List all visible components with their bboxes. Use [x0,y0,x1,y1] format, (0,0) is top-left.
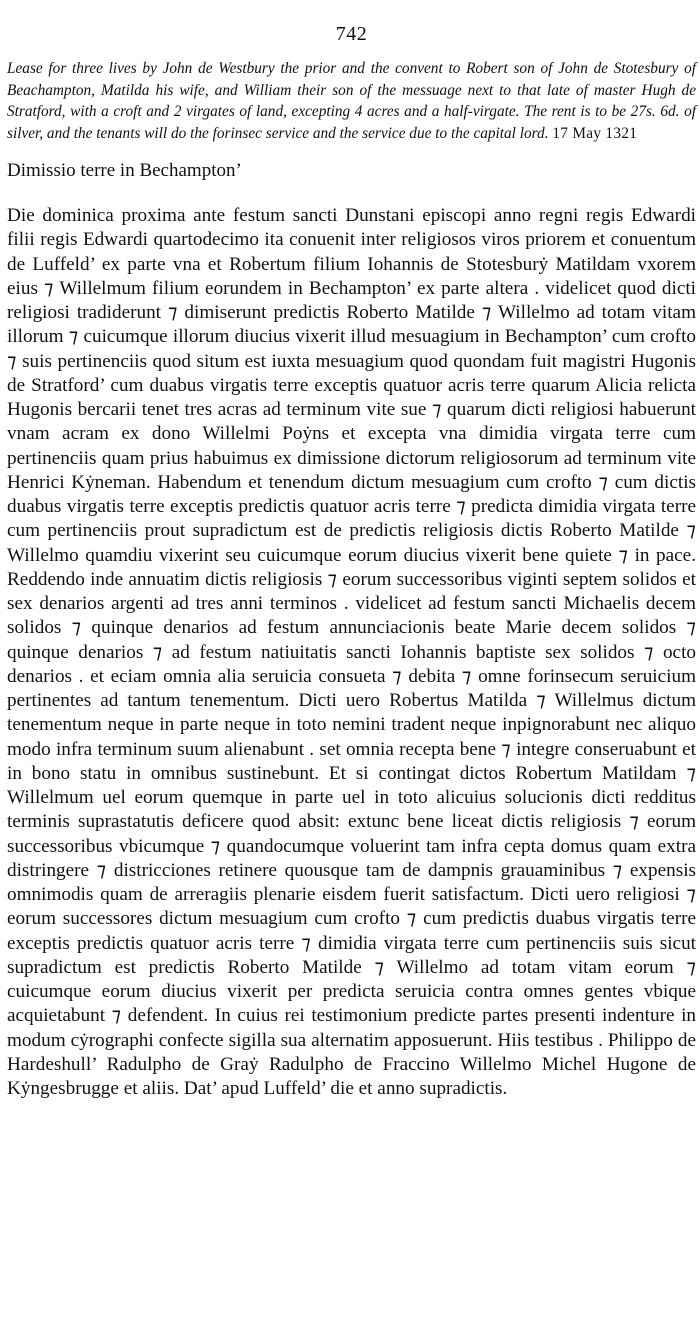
summary-text: Lease for three lives by John de Westbury the prior and the convent to Robert son of John de Stotesbury of Beachampton, Matilda his wife, and William their son of the messuage next to that late of master Hugh de Stratford, with a croft and 2 virgates of land, excepting 4 acres and a half-virgate. The rent is to be 27s. 6d. of silver, and the tenants will do the forinsec service and the service due to the capital lord. [7,60,696,142]
charter-summary [7,58,696,144]
charter-date: 17 May 1321 [552,124,638,142]
page-number: 742 [335,23,368,45]
charter-heading: Dimissio terre in Bechampton’ [7,160,242,181]
charter-body-text: Die dominica proxima ante festum sancti Dunstani episcopi anno regni regis Edwardi filii regis Edwardi quartodecimo ita conuenit inter religiosos viros priorem et conuentum de Luffeld’ ex parte vna et Robertum filium Iohannis de Stotesburẏ Matildam vxorem eius ⁊ Willelmum filium eorundem in Bechampton’ ex parte altera . videlicet quod dicti religiosi tradiderunt ⁊ dimiserunt predictis Roberto Matilde ⁊ Willelmo ad totam vitam illorum ⁊ cuicumque illorum diucius vixerit illud mesuagium in Bechampton’ cum crofto ⁊ suis pertinenciis quod situm est iuxta mesuagium quod quondam fuit magistri Hugonis de Stratford’ cum duabus virgatis terre exceptis quatuor acris terre quarum Alicia relicta Hugonis bercarii tenet tres acras ad terminum vite sue ⁊ quarum dicti religiosi habuerunt vnam acram ex dono Willelmi Poẏns et excepta vna dimidia virgata terre cum pertinenciis quam prius habuimus ex dimissione dictorum religiosorum ad terminum vite Henrici Kẏneman. Habendum et tenendum dictum mesuagium cum crofto ⁊ cum dictis duabus virgatis terre exceptis predictis quatuor acris terre ⁊ predicta dimidia virgata terre cum pertinenciis prout supradictum est de predictis religiosis dictis Roberto Matilde ⁊ Willelmo quamdiu vixerint seu cuicumque eorum diucius vixerit bene quiete ⁊ in pace. Reddendo inde annuatim dictis religiosis ⁊ eorum successoribus viginti septem solidos et sex denarios argenti ad tres anni terminos . videlicet ad festum sancti Michaelis decem solidos ⁊ quinque denarios ad festum annunciacionis beate Marie decem solidos ⁊ quinque denarios ⁊ ad festum natiuitatis sancti Iohannis baptiste sex solidos ⁊ octo denarios . et eciam omnia alia seruicia consueta ⁊ debita ⁊ omne forinsecum seruicium pertinentes ad tantum tenementum. Dicti uero Robertus Matilda ⁊ Willelmus dictum tenementum neque in parte neque in toto nemini tradent neque inpignorabunt nec aliquo modo infra terminum suum alienabunt . set omnia recepta bene ⁊ integre conseruabunt et in bono statu in omnibus sustinebunt. Et si contingat dictos Robertum Matildam ⁊ Willelmum uel eorum quemque in parte uel in toto alicuius solucionis dicti redditus terminis suprastatutis deficere quod absit: extunc bene liceat dictis religiosis ⁊ eorum successoribus vbicumque ⁊ quandocumque voluerint tam infra cepta domus quam extra distringere ⁊ districciones retinere quousque tam de dampnis grauaminibus ⁊ expensis omnimodis quam de arreragiis plenarie eisdem fuerit satisfactum. Dicti uero religiosi ⁊ eorum successores dictum mesuagium cum crofto ⁊ cum predictis duabus virgatis terre exceptis predictis quatuor acris terre ⁊ dimidia virgata terre cum pertinenciis suis sicut supradictum est predictis Roberto Matilde ⁊ Willelmo ad totam vitam eorum ⁊ cuicumque eorum diucius vixerit per predicta seruicia contra omnes gentes vbique acquietabunt ⁊ defendent. In cuius rei testimonium predicte partes presenti indenture in modum cẏrographi confecte sigilla sua alternatim apposuerunt. Hiis testibus . Philippo de Hardeshull’ Radulpho de Graẏ Radulpho de Fraccino Willelmo Michel Hugone de Kẏngesbrugge et aliis. Dat’ apud Luffeld’ die et anno supradictis. [7,205,696,1099]
